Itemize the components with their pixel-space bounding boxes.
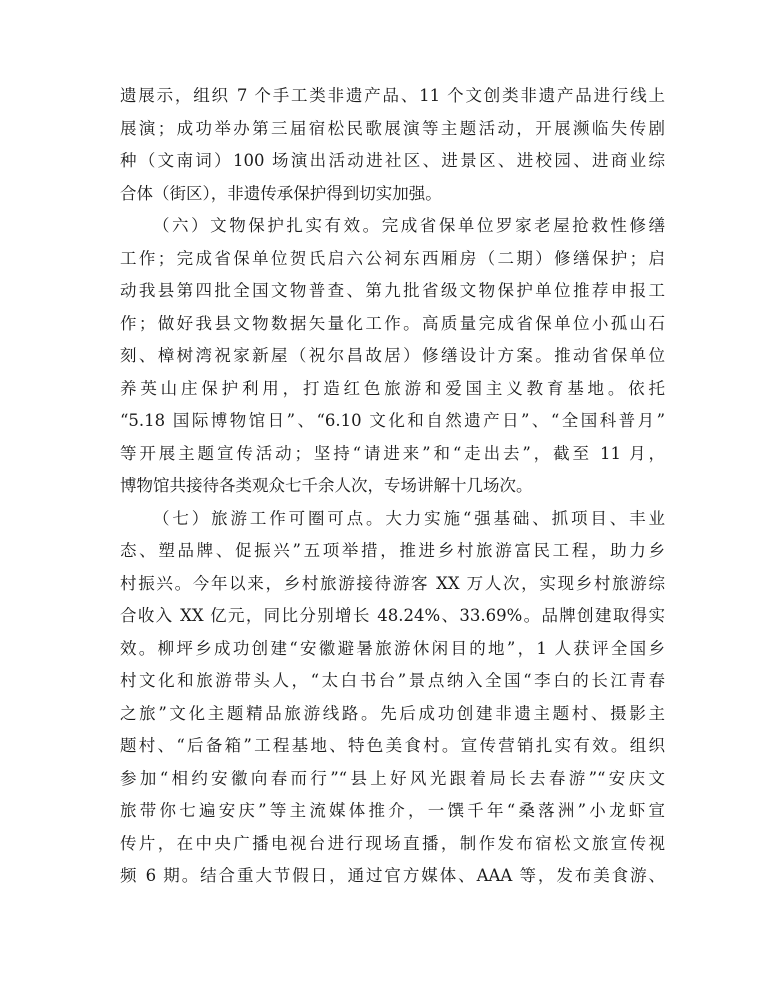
text-line: 旅带你七遍安庆”等主流媒体推介，一馔千年“桑落洲”小龙虾宣	[120, 801, 665, 820]
text-line: 题村、“后备箱”工程基地、特色美食村。宣传营销扎实有效。组织	[120, 736, 665, 755]
text-line: 养英山庄保护利用，打造红色旅游和爱国主义教育基地。依托	[120, 378, 665, 398]
paragraph-first-line: （六）文物保护扎实有效。完成省保单位罗家老屋抢救性修缮	[153, 216, 665, 235]
text-line: “5.18 国际博物馆日”、“6.10 文化和自然遗产日”、“全国科普月”	[120, 411, 665, 430]
text-line: 合收入 XX 亿元，同比分别增长 48.24%、33.69%。品牌创建取得实	[120, 606, 665, 625]
text-line: 之旅”文化主题精品旅游线路。先后成功创建非遗主题村、摄影主	[120, 703, 665, 723]
text-line: 展演；成功举办第三届宿松民歌展演等主题活动，开展濒临失传剧	[120, 118, 665, 138]
text-line: 合体（街区），非遗传承保护得到切实加强。	[120, 183, 442, 203]
text-line: 遗展示，组织 7 个手工类非遗产品、11 个文创类非遗产品进行线上	[120, 86, 665, 105]
text-line: 作；做好我县文物数据矢量化工作。高质量完成省保单位小孤山石	[120, 313, 665, 333]
text-line: 刻、樟树湾祝家新屋（祝尔昌故居）修缮设计方案。推动省保单位	[120, 346, 665, 365]
document-body	[120, 80, 665, 893]
text-line: 博物馆共接待各类观众七千余人次，专场讲解十几场次。	[120, 476, 533, 495]
text-line: 种（文南词）100 场演出活动进社区、进景区、进校园、进商业综	[120, 151, 665, 170]
text-line: 效。柳坪乡成功创建“安徽避暑旅游休闲目的地”，1 人获评全国乡	[120, 638, 665, 658]
text-line: 等开展主题宣传活动；坚持“请进来”和“走出去”，截至 11 月，	[120, 443, 665, 463]
text-line: 频 6 期。结合重大节假日，通过官方媒体、AAA 等，发布美食游、	[120, 866, 665, 885]
text-line: 传片，在中央广播电视台进行现场直播，制作发布宿松文旅宣传视	[120, 833, 665, 853]
text-line: 村文化和旅游带头人，“太白书台”景点纳入全国“李白的长江青春	[120, 671, 665, 690]
text-line: 工作；完成省保单位贺氏启六公祠东西厢房（二期）修缮保护；启	[120, 248, 665, 268]
text-line: 动我县第四批全国文物普查、第九批省级文物保护单位推荐申报工	[120, 281, 665, 300]
text-line: 村振兴。今年以来，乡村旅游接待游客 XX 万人次，实现乡村旅游综	[120, 573, 665, 593]
text-line: 态、塑品牌、促振兴”五项举措，推进乡村旅游富民工程，助力乡	[120, 541, 665, 560]
text-line: 参加“相约安徽向春而行”“县上好风光跟着局长去春游”“安庆文	[120, 768, 665, 788]
paragraph-first-line: （七）旅游工作可圈可点。大力实施“强基础、抓项目、丰业	[153, 508, 665, 528]
